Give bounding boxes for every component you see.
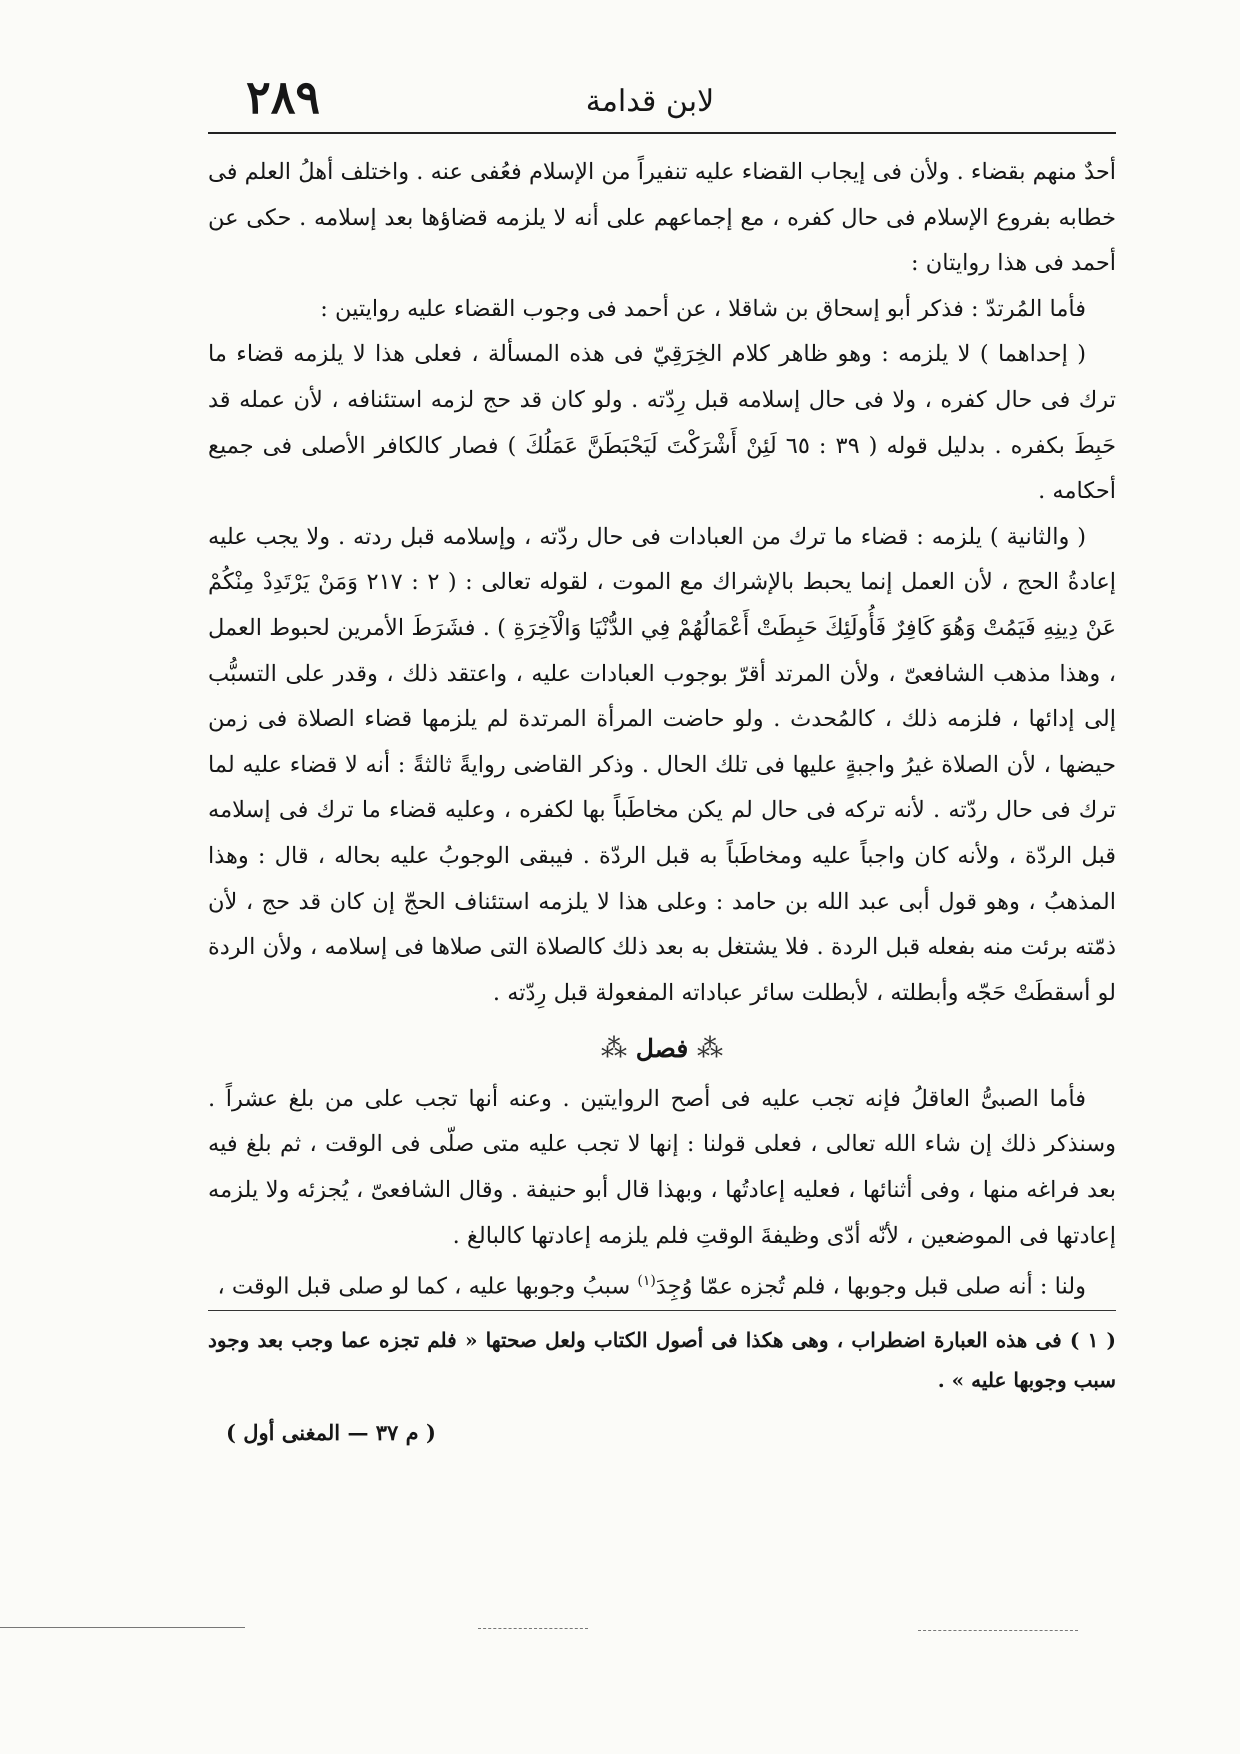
page-number: ٢٨٩ bbox=[246, 70, 321, 124]
paragraph-2: فأما المُرتدّ : فذكر أبو إسحاق بن شاقلا ، عن أحمد فى وجوب القضاء عليه روايتين : bbox=[320, 295, 1086, 322]
ornament-right-icon: ⁂ bbox=[697, 1034, 723, 1065]
header-rule bbox=[208, 132, 1116, 134]
section-divider bbox=[208, 1026, 1116, 1073]
paragraph-5: فأما الصبىُّ العاقلُ فإنه تجب عليه فى أصح الروايتين . وعنه أنها تجب على من بلغ عشراً . وسنذكر ذلك إن شاء الله تعالى ، فعلى قولنا : إنها لا تجب عليه متى صلّى فى الوقت ، ثم بلغ فيه بعد فراغه منها ، وفى أثنائها ، فعليه إعادتُها ، وبهذا قال أبو حنيفة . وقال الشافعىّ ، يُجزئه ولا يلزمه إعادتها فى الموضعين ، لأنّه أدّى وظيفةَ الوقتِ فلم يلزمه إعادتها كالبالغ . bbox=[208, 1085, 1116, 1249]
footnote: ( ١ ) فى هذه العبارة اضطراب ، وهى هكذا فى أصول الكتاب ولعل صحتها « فلم تجزه عما وجب بعد وجود سبب وجوبها عليه » . bbox=[208, 1328, 1116, 1392]
ornament-left-icon: ⁂ bbox=[600, 1034, 627, 1065]
scan-line-right bbox=[918, 1630, 1078, 1631]
paragraph-6-end: سببُ وجوبها عليه ، كما لو صلى قبل الوقت ، bbox=[217, 1273, 638, 1300]
section-heading: فصل bbox=[635, 1034, 689, 1064]
running-title: لابن قدامة bbox=[585, 84, 715, 119]
paragraph-6-start: ولنا : أنه صلى قبل وجوبها ، فلم تُجزه عمّا وُجِدَ bbox=[655, 1273, 1086, 1300]
signature-mark: ( م ٣٧ — المغنى أول ) bbox=[226, 1420, 436, 1445]
footnote-rule bbox=[208, 1310, 1116, 1311]
scan-line-middle bbox=[478, 1628, 588, 1629]
paragraph-6 bbox=[208, 1259, 1116, 1310]
scan-line-left bbox=[0, 1627, 245, 1628]
paragraph-4: ( والثانية ) يلزمه : قضاء ما ترك من العبادات فى حال ردّته ، وإسلامه قبل ردته . ولا يجب عليه إعادةُ الحج ، لأن العمل إنما يحبط بالإشراك مع الموت ، لقوله تعالى : ( ٢ : ٢١٧ وَمَنْ يَرْتَدِدْ مِنْكُمْ عَنْ دِينِهِ فَيَمُتْ وَهُوَ كَافِرٌ فَأُولَئِكَ حَبِطَتْ أَعْمَالُهُمْ فِي الدُّنْيَا وَالْآخِرَةِ ) . فشَرَطَ الأمرين لحبوط العمل ، وهذا مذهب الشافعىّ ، ولأن المرتد أقرّ بوجوب العبادات عليه ، واعتقد ذلك ، وقدر على التسبُّب إلى إدائها ، فلزمه ذلك ، كالمُحدث . ولو حاضت المرأة المرتدة لم يلزمها قضاء الصلاة فى زمن حيضها ، لأن الصلاة غيرُ واجبةٍ عليها فى تلك الحال . وذكر القاضى روايةً ثالثةً : أنه لا قضاء عليه لما ترك فى حال ردّته . لأنه تركه فى حال لم يكن مخاطَباً بها لكفره ، وعليه قضاء ما ترك فى إسلامه قبل الردّة ، ولأنه كان واجباً عليه ومخاطَباً به قبل الردّة . فيبقى الوجوبُ عليه بحاله ، قال : وهذا المذهبُ ، وهو قول أبى عبد الله بن حامد : وعلى هذا لا يلزمه استئناف الحجّ إن كان قد حج ، لأن ذمّته برئت منه بفعله قبل الردة . فلا يشتغل به بعد ذلك كالصلاة التى صلاها فى إسلامه ، ولأن الردة لو أسقطَتْ حَجّه وأبطلته ، لأبطلت سائر عباداته المفعولة قبل رِدّته . bbox=[208, 523, 1116, 1006]
footnote-reference: (١) bbox=[637, 1273, 656, 1290]
main-text bbox=[208, 150, 1116, 1310]
paragraph-1: أحدٌ منهم بقضاء . ولأن فى إيجاب القضاء عليه تنفيراً من الإسلام فعُفى عنه . واختلف أهلُ العلم فى خطابه بفروع الإسلام فى حال كفره ، مع إجماعهم على أنه لا يلزمه قضاؤها بعد إسلامه . حكى عن أحمد فى هذا روايتان : bbox=[208, 159, 1116, 277]
paragraph-3: ( إحداهما ) لا يلزمه : وهو ظاهر كلام الخِرَقِيّ فى هذه المسألة ، فعلى هذا لا يلزمه قضاء ما ترك فى حال كفره ، ولا فى حال إسلامه قبل رِدّته . ولو كان قد حج لزمه استئنافه ، لأن عمله قد حَبِطَ بكفره . بدليل قوله ( ٣٩ : ٦٥ لَئِنْ أَشْرَكْتَ لَيَحْبَطَنَّ عَمَلُكَ ) فصار كالكافر الأصلى فى جميع أحكامه . bbox=[208, 341, 1116, 505]
